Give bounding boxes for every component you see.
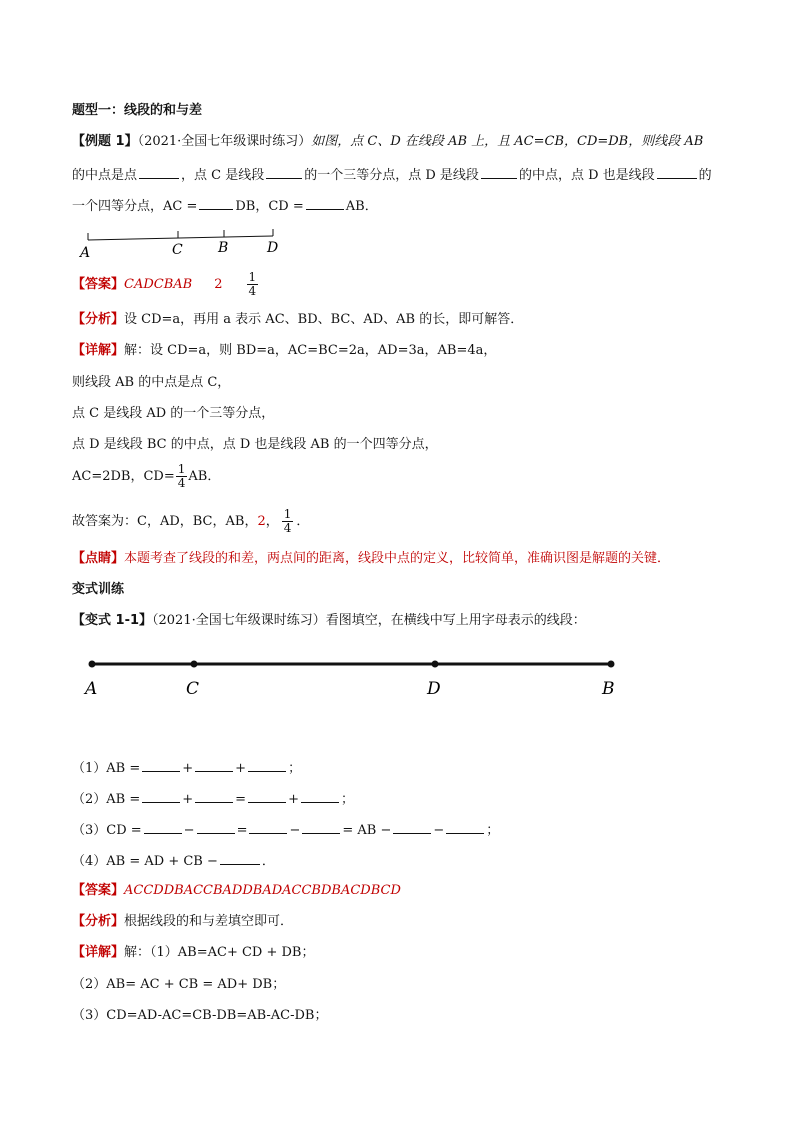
comment-1	[72, 550, 670, 568]
variant-figure	[80, 652, 625, 702]
question-1	[72, 758, 301, 778]
answer-number: 2	[214, 277, 223, 292]
answer-tag: 【答案】	[72, 277, 125, 292]
fill-blank	[302, 820, 340, 834]
example-text-3b: DB，CD =	[235, 199, 304, 214]
fill-blank	[195, 789, 233, 803]
detail-fraction-2	[282, 508, 294, 535]
fill-blank	[142, 758, 180, 772]
example-text-2b: ，点 C 是线段	[181, 168, 265, 183]
answer-tag: 【答案】	[72, 883, 125, 898]
q2-equals: =	[235, 792, 247, 807]
point-label-d: D	[267, 240, 279, 256]
question-3	[72, 820, 499, 840]
fill-blank	[142, 789, 180, 803]
point-label-d: D	[427, 679, 441, 699]
fraction-denominator: 4	[177, 476, 186, 490]
detail-1-line-2: 则线段 AB 的中点是点 C，	[72, 375, 231, 390]
detail-number: 2	[257, 514, 266, 529]
q3-end: ；	[486, 823, 500, 838]
detail-text-1: 解：设 CD=a，则 BD=a，AC=BC=2a，AD=3a，AB=4a，	[124, 343, 497, 358]
point-label-c: C	[172, 242, 183, 258]
point-label-b: B	[602, 679, 615, 699]
variant-title: 变式训练	[72, 582, 125, 597]
detail-text-1: 解：（1）AB=AC+ CD + DB；	[124, 945, 315, 960]
detail-1-line-1	[72, 342, 496, 360]
fill-blank	[195, 758, 233, 772]
fill-blank	[446, 820, 484, 834]
q1-plus: +	[235, 761, 247, 776]
answer-2	[72, 882, 401, 900]
point-label-a: A	[80, 245, 91, 261]
fill-blank	[393, 820, 431, 834]
example-line-2	[72, 165, 712, 185]
fraction-numerator: 1	[177, 462, 186, 476]
q3-text-2: = AB −	[342, 823, 392, 838]
example-text-3c: AB．	[345, 199, 378, 214]
q3-equals: =	[236, 823, 248, 838]
fill-blank	[144, 820, 182, 834]
example-line-3	[72, 196, 378, 216]
q2-end: ；	[340, 792, 354, 807]
detail-tag: 【详解】	[72, 343, 125, 358]
detail-1-line-5	[72, 462, 220, 492]
example-text-1: 如图，点 C、D 在线段 AB 上，且 AC=CB，CD=DB，则线段 AB	[311, 134, 704, 149]
detail-1-line-6	[72, 507, 309, 537]
q1-end: ；	[288, 761, 302, 776]
variant-line-1	[72, 612, 586, 630]
fraction-denominator: 4	[283, 521, 292, 535]
q3-minus: −	[183, 823, 195, 838]
q4-end: ．	[261, 854, 275, 869]
point-label-a: A	[85, 679, 98, 699]
example-tag: 【例题 1】	[72, 134, 138, 149]
example-text-2c: 的一个三等分点，点 D 是线段	[304, 168, 479, 183]
q2-plus: +	[182, 792, 194, 807]
example-line-1	[72, 133, 703, 151]
fraction-denominator: 4	[248, 284, 257, 298]
example-text-2e: 的	[698, 168, 712, 183]
detail-2-line-2: （2）AB= AC + CB = AD+ DB；	[72, 977, 286, 992]
analysis-tag: 【分析】	[72, 312, 125, 327]
q4-text: （4）AB = AD + CB −	[72, 854, 218, 869]
q2-plus: +	[288, 792, 299, 807]
comment-tag: 【点睛】	[72, 551, 125, 566]
point-label-b: B	[218, 240, 229, 256]
section-title: 题型一：线段的和与差	[72, 103, 203, 118]
answer-1	[72, 270, 261, 300]
q1-plus: +	[182, 761, 194, 776]
detail-fraction	[176, 463, 188, 490]
q2-text: （2）AB =	[72, 792, 141, 807]
example-text-3a: 一个四等分点，AC =	[72, 199, 198, 214]
fill-blank	[266, 165, 302, 179]
fill-blank	[481, 165, 517, 179]
analysis-1	[72, 311, 523, 329]
analysis-2	[72, 913, 293, 931]
fraction-numerator: 1	[283, 507, 292, 521]
q3-text: （3）CD =	[72, 823, 142, 838]
answer-text: CADCBAB	[124, 277, 193, 292]
example-text-2a: 的中点是点	[72, 168, 138, 183]
fill-blank	[657, 165, 697, 179]
detail-separator: ，	[265, 514, 279, 529]
detail-text-5a: AC=2DB，CD=	[72, 469, 175, 484]
detail-1-line-3: 点 C 是线段 AD 的一个三等分点，	[72, 406, 275, 421]
fill-blank	[139, 165, 179, 179]
answer-fraction	[247, 271, 259, 298]
analysis-tag: 【分析】	[72, 914, 125, 929]
example-figure	[74, 228, 304, 262]
fill-blank	[220, 851, 260, 865]
detail-text-5b: AB．	[188, 469, 221, 484]
detail-text-6-end: ．	[296, 514, 310, 529]
point-label-c: C	[186, 679, 200, 699]
fill-blank	[248, 789, 286, 803]
detail-1-line-4: 点 D 是线段 BC 的中点，点 D 也是线段 AB 的一个四等分点，	[72, 437, 438, 452]
example-source: （2021·全国七年级课时练习）	[137, 134, 312, 149]
detail-tag: 【详解】	[72, 945, 125, 960]
fill-blank	[248, 758, 286, 772]
variant-source: （2021·全国七年级课时练习）	[152, 613, 326, 628]
fill-blank	[197, 820, 235, 834]
detail-2-line-3: （3）CD=AD-AC=CB-DB=AB-AC-DB；	[72, 1008, 328, 1023]
detail-2-line-1	[72, 944, 314, 962]
fill-blank	[301, 789, 339, 803]
example-text-2d: 的中点，点 D 也是线段	[518, 168, 655, 183]
fill-blank	[306, 196, 344, 210]
answer-text: ACCDDBACCBADDBADACCBDBACDBCD	[124, 883, 401, 898]
comment-text: 本题考查了线段的和差，两点间的距离，线段中点的定义，比较简单，准确识图是解题的关键．	[124, 551, 671, 566]
question-2	[72, 789, 354, 809]
q3-minus: −	[433, 823, 445, 838]
analysis-text: 设 CD=a，再用 a 表示 AC、BD、BC、AD、AB 的长，即可解答．	[124, 312, 524, 327]
variant-text: 看图填空，在横线中写上用字母表示的线段：	[325, 613, 586, 628]
fill-blank	[249, 820, 287, 834]
fraction-numerator: 1	[248, 270, 257, 284]
analysis-text: 根据线段的和与差填空即可．	[124, 914, 294, 929]
q1-text: （1）AB =	[72, 761, 141, 776]
fill-blank	[199, 196, 233, 210]
q3-minus: −	[289, 823, 301, 838]
variant-tag: 【变式 1-1】	[72, 613, 153, 628]
question-4	[72, 851, 275, 871]
detail-text-6a: 故答案为：C，AD，BC，AB，	[72, 514, 258, 529]
